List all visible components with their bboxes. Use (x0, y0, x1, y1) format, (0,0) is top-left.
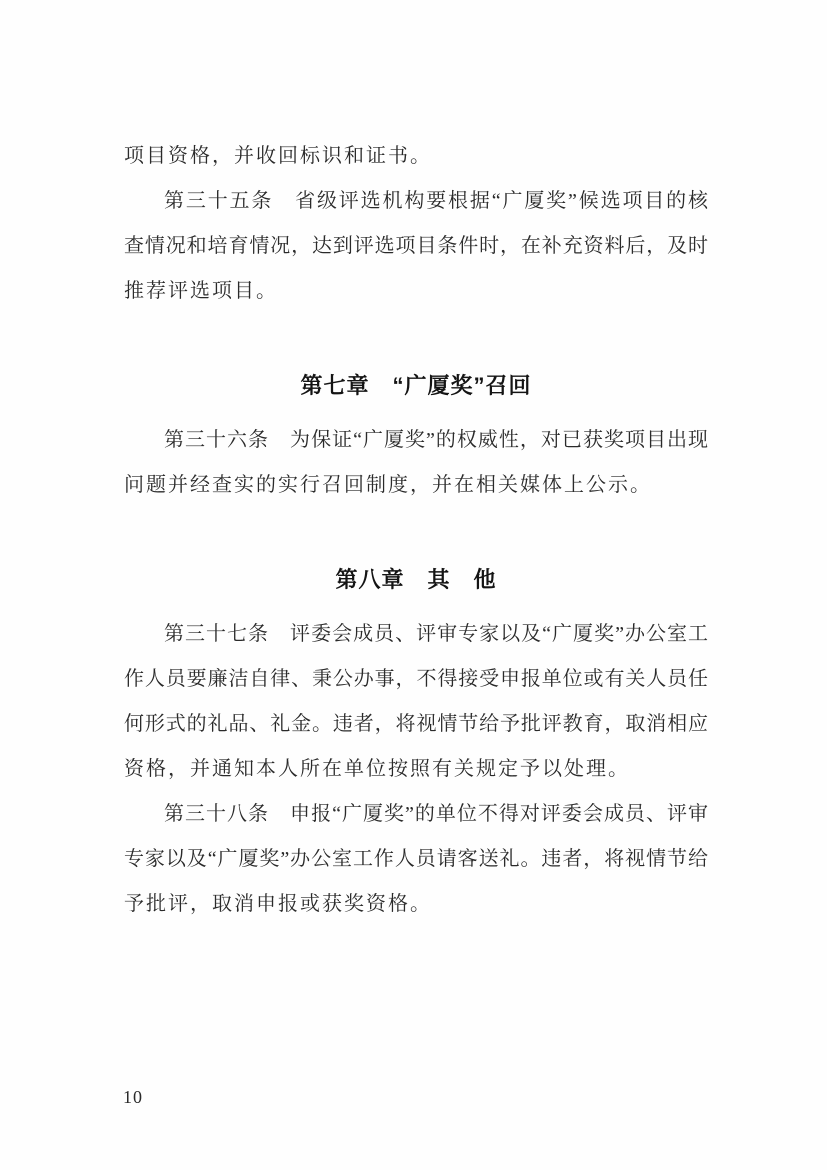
body-line: 推荐评选项目。 (124, 280, 278, 302)
body-line: 第三十七条 评委会成员、评审专家以及“广厦奖”办公室工 (164, 623, 708, 645)
chapter-heading-7: 第七章 “广厦奖”召回 (300, 373, 532, 398)
body-line: 第三十五条 省级评选机构要根据“广厦奖”候选项目的核 (164, 190, 708, 212)
body-line: 予批评，取消申报或获奖资格。 (124, 893, 432, 915)
body-line: 项目资格，并收回标识和证书。 (124, 145, 432, 167)
paragraph-article-37 (124, 612, 708, 792)
body-line: 专家以及“广厦奖”办公室工作人员请客送礼。违者，将视情节给 (124, 848, 708, 870)
body-line: 资格，并通知本人所在单位按照有关规定予以处理。 (124, 758, 630, 780)
paragraph-article-38 (124, 792, 708, 927)
body-line: 问题并经查实的实行召回制度，并在相关媒体上公示。 (124, 474, 652, 496)
body-line: 第三十八条 申报“广厦奖”的单位不得对评委会成员、评审 (164, 803, 708, 825)
page-number: 10 (123, 1087, 143, 1107)
body-line: 查情况和培育情况，达到评选项目条件时，在补充资料后，及时 (124, 235, 708, 257)
paragraph-article-36 (124, 418, 708, 508)
chapter-heading-8: 第八章 其 他 (335, 567, 497, 592)
body-line: 作人员要廉洁自律、秉公办事，不得接受申报单位或有关人员任 (124, 668, 708, 690)
paragraph-article-35 (124, 179, 708, 314)
paragraph-continuation (124, 134, 708, 179)
body-line: 何形式的礼品、礼金。违者，将视情节给予批评教育，取消相应 (124, 713, 708, 735)
body-line: 第三十六条 为保证“广厦奖”的权威性，对已获奖项目出现 (164, 429, 708, 451)
document-content (124, 134, 708, 927)
